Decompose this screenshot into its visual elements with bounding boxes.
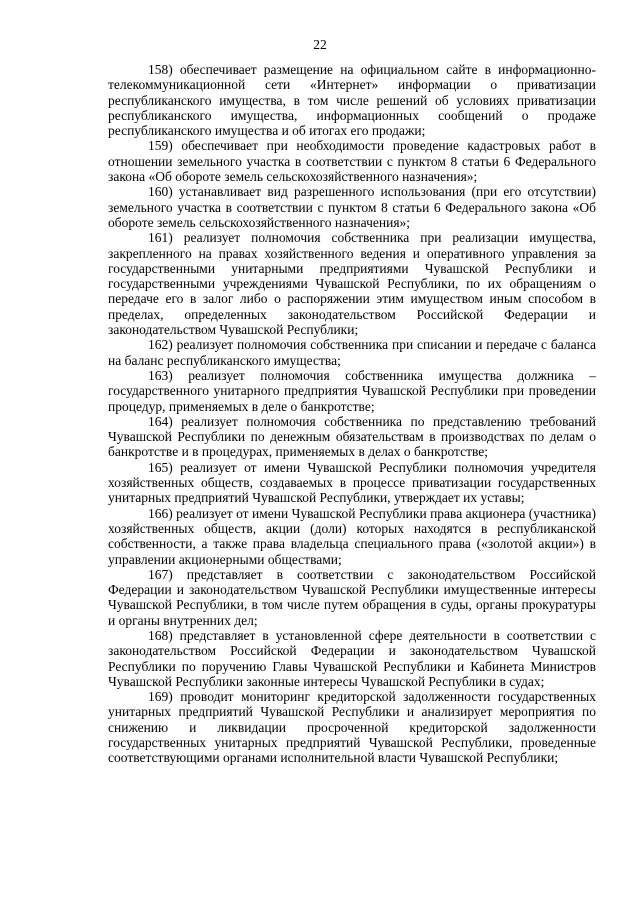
list-item: 161) реализует полномочия собственника при реализации имущества, закрепленного на правах хозяйственного ведения и оперативного управления за государственными унитарными предприятиями Чувашской Республики и государственными учреждениями Чувашской Республики, по их обращениям о передаче его в залог либо о распоряжении этим имуществом иным способом в пределах, определенных законодательством Российской Федерации и законодательством Чувашской Республики; [108, 230, 596, 338]
list-item: 162) реализует полномочия собственника при списании и передаче с баланса на баланс республиканского имущества; [108, 337, 596, 368]
list-item: 163) реализует полномочия собственника имущества должника – государственного унитарного предприятия Чувашской Республики при проведении процедур, применяемых в деле о банкротстве; [108, 367, 596, 414]
list-item: 169) проводит мониторинг кредиторской задолженности государственных унитарных предприятий Чувашской Республики и анализирует мероприятия по снижению и ликвидации просроченной кредиторской задолженности государственных унитарных предприятий Чувашской Республики, проведенные соответствующими органами исполнительной власти Чувашской Республики; [108, 689, 596, 766]
list-item: 158) обеспечивает размещение на официальном сайте в информационно-телекоммуникационной сети «Интернет» информации о приватизации республиканского имущества, в том числе решений об условиях приватизации республиканского имущества, информационных сообщений о продаже республиканского имущества и об итогах его продажи; [108, 62, 596, 139]
list-item: 164) реализует полномочия собственника по представлению требований Чувашской Республики по денежным обязательствам в производствах по делам о банкротстве и в процедурах, применяемых в делах о банкротстве; [108, 413, 596, 460]
list-item: 166) реализует от имени Чувашской Республики права акционера (участника) хозяйственных обществ, акции (доли) которых находятся в республиканской собственности, а также права владельца специального права («золотой акции») в управлении акционерными обществами; [108, 505, 596, 567]
document-body [108, 62, 596, 766]
page-number: 22 [313, 37, 327, 52]
list-item: 168) представляет в установленной сфере деятельности в соответствии с законодательством Российской Федерации и законодательством Чувашской Республики по поручению Главы Чувашской Республики и Кабинета Министров Чувашской Республики законные интересы Чувашской Республики в судах; [108, 627, 596, 689]
list-item: 160) устанавливает вид разрешенного использования (при его отсутствии) земельного участка в соответствии с пунктом 8 статьи 6 Федерального закона «Об обороте земель сельскохозяйственного назначения»; [108, 184, 596, 230]
list-item: 165) реализует от имени Чувашской Республики полномочия учредителя хозяйственных обществ, создаваемых в процессе приватизации государственных унитарных предприятий Чувашской Республики, утверждает их уставы; [108, 459, 596, 506]
list-item: 159) обеспечивает при необходимости проведение кадастровых работ в отношении земельного участка в соответствии с пунктом 8 статьи 6 Федерального закона «Об обороте земель сельскохозяйственного назначения»; [108, 138, 596, 185]
list-item: 167) представляет в соответствии с законодательством Российской Федерации и законодательством Чувашской Республики имущественные интересы Чувашской Республики, в том числе путем обращения в суды, органы прокуратуры и органы внутренних дел; [108, 566, 596, 628]
